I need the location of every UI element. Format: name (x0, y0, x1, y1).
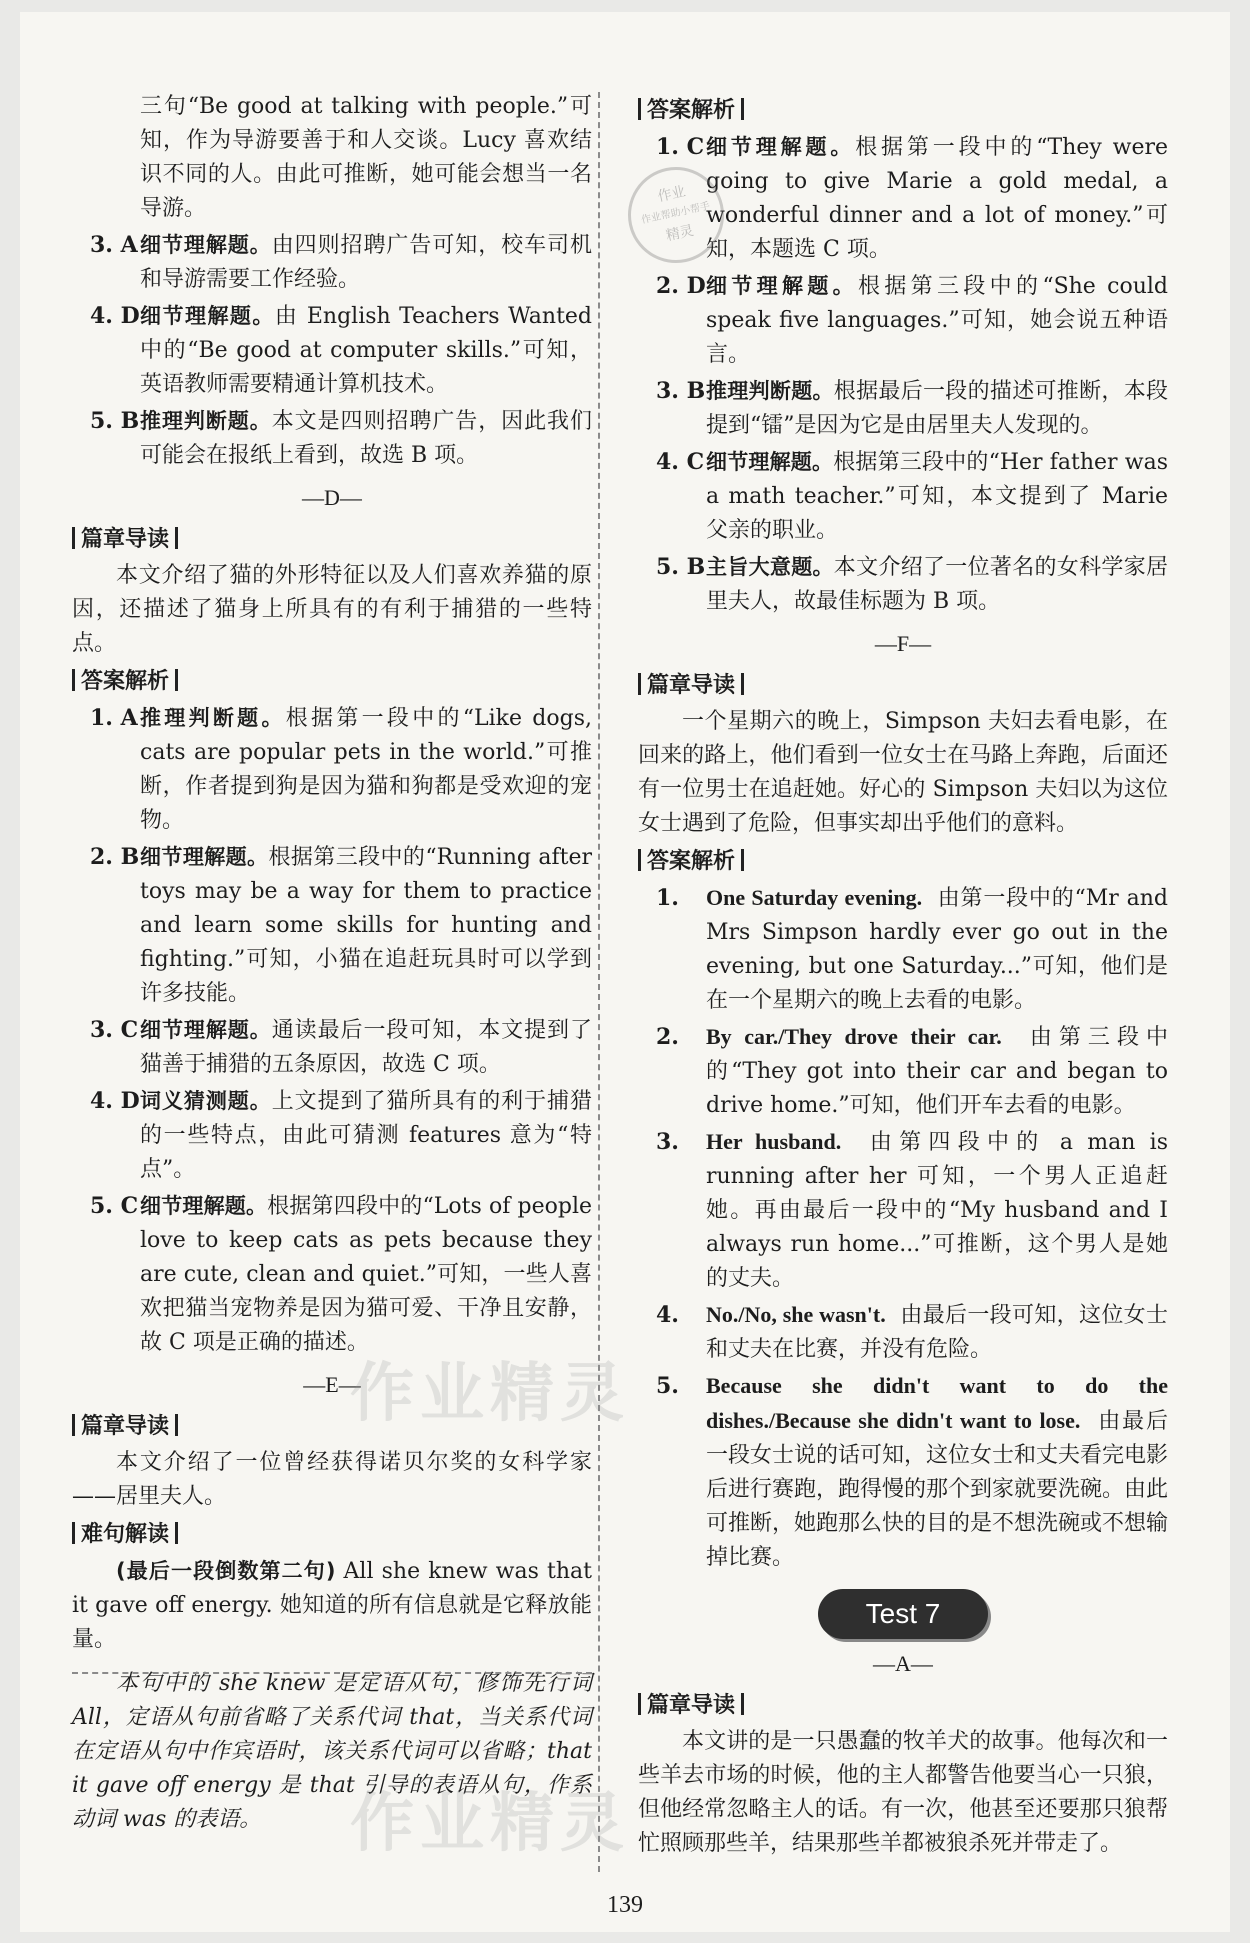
item-number: 4. (656, 1302, 679, 1328)
answer-item (638, 1298, 1168, 1367)
item-number: 5. B (90, 408, 140, 434)
item-number: 5. B (656, 554, 706, 580)
item-number: 2. D (656, 273, 706, 299)
item-number: 2. (656, 1024, 679, 1050)
guide-paragraph: 本文介绍了猫的外形特征以及人们喜欢养猫的原因，还描述了猫身上所具有的有利于捕猎的一些特点。 (72, 563, 592, 656)
explanation: 根据第三段中的“Running after toys may be a way for them to practice and learn some skills for hunting and fighting.”可知，小猫在追赶玩具时可以学到许多技能。 (140, 845, 592, 1006)
question-type: 细节理解题。 (706, 450, 834, 474)
answer-item (72, 228, 592, 297)
part-a-label: —A— (873, 1651, 933, 1676)
item-continuation: 三句“Be good at talking with people.”可知，作为导游要善于和人交谈。Lucy 喜欢结识不同的人。由此可推断，她可能会想当一名导游。 (140, 94, 592, 221)
section-heading-answers: 答案解析 (638, 94, 1168, 128)
explanation: 由最后一段女士说的话可知，这位女士和丈夫看完电影后进行赛跑，跑得慢的那个到家就要洗碗。由此可推断，她跑那么快的目的是不想洗碗或不想输掉比赛。 (706, 1409, 1169, 1570)
item-number: 1. C (656, 134, 705, 160)
item-number: 1. (656, 885, 679, 911)
guide-paragraph: 本文讲的是一只愚蠢的牧羊犬的故事。他每次和一些羊去市场的时候，他的主人都警告他要当心一只狼，但他经常忽略主人的话。有一次，他甚至还要那只狼帮忙照顾那些羊，结果那些羊都被狼杀死并带走了。 (638, 1729, 1168, 1856)
watermark-text: 作业精灵 (350, 1357, 630, 1431)
question-type: 细节理解题。 (140, 845, 269, 869)
question-type: 细节理解题。 (140, 1194, 268, 1218)
explanation: 由 English Teachers Wanted 中的“Be good at computer skills.”可知，英语教师需要精通计算机技术。 (140, 304, 593, 397)
answer-item (72, 1013, 592, 1082)
item-number: 5. (656, 1373, 679, 1399)
page-number: 139 (607, 1892, 643, 1918)
section-heading-answers: 答案解析 (638, 845, 1168, 879)
test-7-badge: Test 7 (818, 1589, 988, 1639)
question-type: 细节理解题。 (140, 304, 275, 328)
hard-sentence: (最后一段倒数第二句) All she knew was that it gave off energy. 她知道的所有信息就是它释放能量。 (72, 1559, 593, 1652)
question-type: 细节理解题。 (140, 233, 272, 257)
answer-item (638, 1369, 1168, 1575)
part-e-label: —E— (303, 1372, 361, 1397)
item-number: 4. D (90, 1088, 140, 1114)
item-number: 4. D (90, 303, 140, 329)
answer-item (72, 299, 592, 402)
section-heading-hard-sentence: 难句解读 (72, 1518, 592, 1552)
question-type: 细节理解题。 (706, 274, 858, 298)
question-type: 词义猜测题。 (140, 1089, 272, 1113)
explanation: 根据第一段中的“They were going to give Marie a gold medal, a wonderful dinner and a lot of money.”可知，本题选 C 项。 (706, 135, 1169, 262)
explanation: 由最后一段可知，这位女士和丈夫在比赛，并没有危险。 (706, 1303, 1168, 1362)
question-type: 细节理解题。 (140, 1018, 272, 1042)
part-f-label: —F— (874, 631, 932, 656)
answer-item (638, 269, 1168, 372)
answer-item (72, 1084, 592, 1187)
guide-paragraph: 一个星期六的晚上，Simpson 夫妇去看电影，在回来的路上，他们看到一位女士在马路上奔跑，后面还有一位男士在追赶她。好心的 Simpson 夫妇以为这位女士遇到了危险，但事实却出乎他们的意料。 (638, 709, 1168, 836)
note-divider (72, 1672, 592, 1674)
section-heading-answers: 答案解析 (72, 665, 592, 699)
right-column (638, 90, 1168, 1861)
item-number: 1. A (90, 705, 138, 731)
explanation: 由第四段中的 a man is running after her 可知，一个男人正追赶她。再由最后一段中的“My husband and I always run home...”可推断，这个男人是她的丈夫。 (706, 1130, 1168, 1291)
answer-text: Because she didn't want to do the dishes./Because she didn't want to lose. (706, 1373, 1168, 1433)
answer-item (72, 1189, 592, 1360)
section-heading-guide: 篇章导读 (638, 1689, 1168, 1723)
item-number: 3. C (90, 1017, 139, 1043)
explanation: 本文介绍了一位著名的女科学家居里夫人，故最佳标题为 B 项。 (706, 555, 1168, 614)
explanation: 由四则招聘广告可知，校车司机和导游需要工作经验。 (140, 233, 592, 292)
part-d-label: —D— (302, 485, 362, 510)
explanation: 通读最后一段可知，本文提到了猫善于捕猎的五条原因，故选 C 项。 (140, 1018, 592, 1077)
answer-item (638, 374, 1168, 443)
answer-item (638, 881, 1168, 1018)
explanation: 根据第四段中的“Lots of people love to keep cats as pets because they are cute, clean and quiet.”可知，一些人喜欢把猫当宠物养是因为猫可爱、干净且安静，故 C 项是正确的描述。 (140, 1194, 593, 1355)
question-type: 主旨大意题。 (706, 555, 834, 579)
item-number: 3. A (90, 232, 138, 258)
explanation: 由第一段中的“Mr and Mrs Simpson hardly ever go out in the evening, but one Saturday...”可知，他们是在一个星期六的晚上去看的电影。 (706, 886, 1168, 1013)
watermark-text: 作业精灵 (350, 1787, 630, 1861)
grammar-note: 本句中的 she knew 是定语从句，修饰先行词 All，定语从句前省略了关系代词 that，当关系代词在定语从句中作宾语时，该关系代词可以省略；that it gave off energy 是 that 引导的表语从句，作系动词 was 的表语。 (72, 1671, 592, 1832)
question-type: 推理判断题。 (706, 379, 834, 403)
section-heading-guide: 篇章导读 (72, 1410, 592, 1444)
question-type: 推理判断题。 (140, 706, 286, 730)
explanation: 根据第三段中的“Her father was a math teacher.”可知，本文提到了 Marie 父亲的职业。 (706, 450, 1169, 543)
answer-item (638, 445, 1168, 548)
answer-text: One Saturday evening. (706, 885, 923, 910)
answer-item (72, 840, 592, 1011)
item-number: 2. B (90, 844, 140, 870)
page (20, 12, 1230, 1932)
answer-text: No./No, she wasn't. (706, 1302, 886, 1327)
left-column (72, 90, 592, 1837)
guide-paragraph: 本文介绍了一位曾经获得诺贝尔奖的女科学家——居里夫人。 (72, 1450, 592, 1509)
item-number: 3. (656, 1129, 679, 1155)
question-type: 推理判断题。 (140, 409, 272, 433)
answer-text: By car./They drove their car. (706, 1024, 1002, 1049)
column-divider (598, 92, 600, 1872)
explanation: 根据最后一段的描述可推断，本段提到“镭”是因为它是由居里夫人发现的。 (706, 379, 1168, 438)
section-heading-guide: 篇章导读 (72, 523, 592, 557)
watermark-stamp: 作业 作业帮助小帮手 精灵 (619, 158, 733, 272)
answer-item (638, 1125, 1168, 1296)
answer-item (638, 1020, 1168, 1123)
item-number: 5. C (90, 1193, 139, 1219)
answer-item (72, 404, 592, 473)
item-number: 3. B (656, 378, 706, 404)
explanation: 根据第三段中的“She could speak five languages.”可知，她会说五种语言。 (706, 274, 1169, 367)
explanation: 由第三段中的“They got into their car and began to drive home.”可知，他们开车去看的电影。 (706, 1025, 1168, 1118)
explanation: 本文是四则招聘广告，因此我们可能会在报纸上看到，故选 B 项。 (140, 409, 592, 468)
answer-item (72, 701, 592, 838)
section-heading-guide: 篇章导读 (638, 669, 1168, 703)
hard-sentence-ref: (最后一段倒数第二句) (116, 1559, 336, 1583)
explanation: 根据第一段中的“Like dogs, cats are popular pets in the world.”可推断，作者提到狗是因为猫和狗都是受欢迎的宠物。 (140, 706, 593, 833)
answer-item (638, 550, 1168, 619)
question-type: 细节理解题。 (706, 135, 856, 159)
item-number: 4. C (656, 449, 705, 475)
answer-text: Her husband. (706, 1129, 842, 1154)
explanation: 上文提到了猫所具有的利于捕猎的一些特点，由此可猜测 features 意为“特点”。 (140, 1089, 592, 1182)
